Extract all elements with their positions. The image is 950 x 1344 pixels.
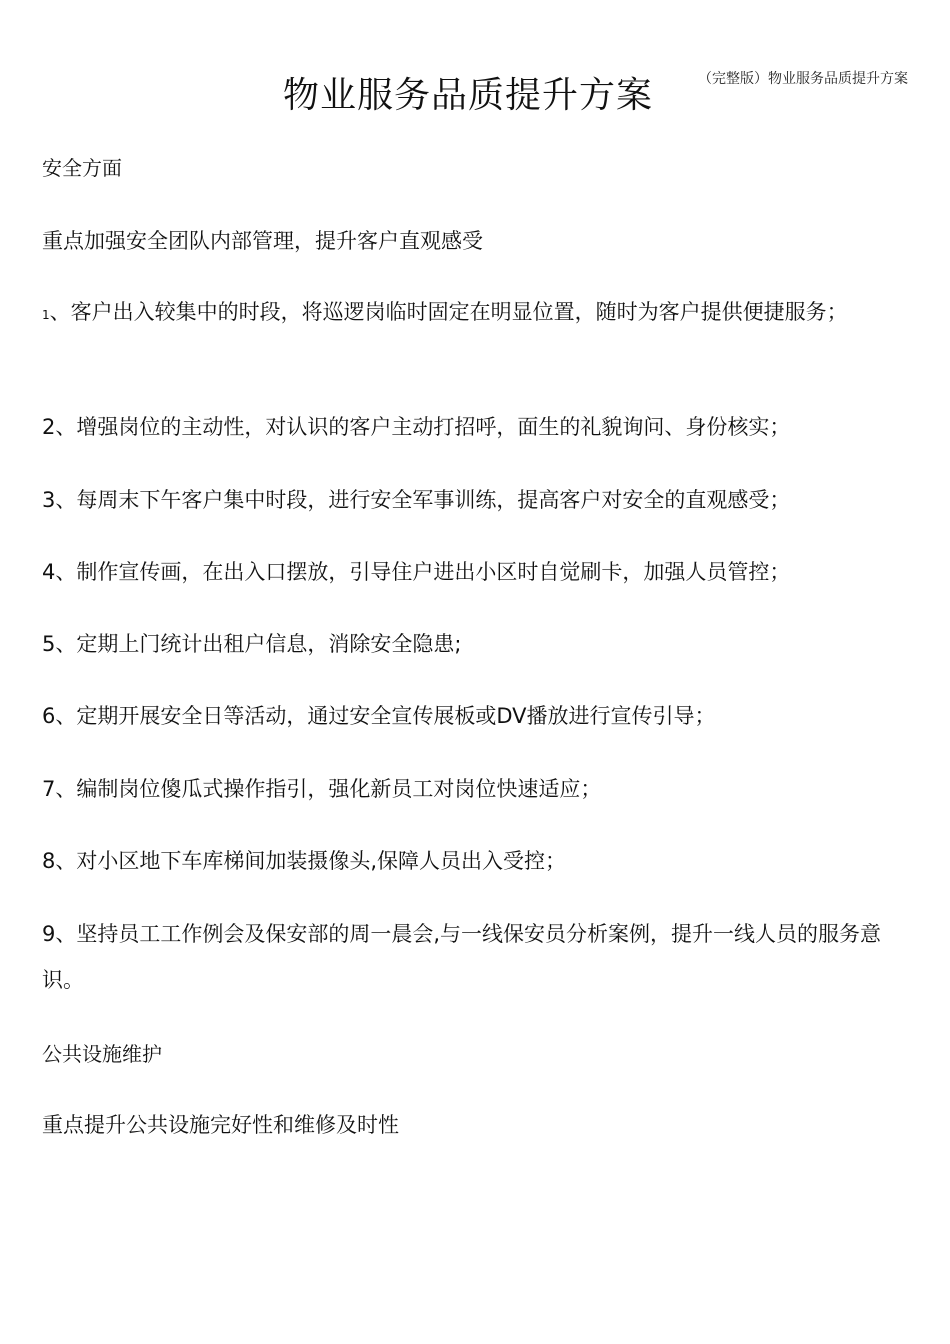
list-item [42,549,902,595]
list-item [42,404,902,450]
item-separator: 、 [55,632,77,656]
item-separator: 、 [55,415,77,439]
item-text: 定期开展安全日等活动，通过安全宣传展板或DV播放进行宣传引导； [76,704,716,728]
item-text: 定期上门统计出租户信息，消除安全隐患; [76,632,462,656]
item-separator: 、 [49,300,71,324]
item-number: 6 [42,704,56,728]
item-text: 客户出入较集中的时段，将巡逻岗临时固定在明显位置，随时为客户提供便捷服务； [70,300,848,324]
list-item [42,693,902,739]
header-note: （完整版）物业服务品质提升方案 [698,71,908,87]
list-item [42,289,902,338]
item-text: 对小区地下车库梯间加装摄像头,保障人员出入受控； [76,849,567,873]
item-text: 增强岗位的主动性，对认识的客户主动打招呼，面生的礼貌询问、身份核实； [76,415,791,439]
item-number: 2 [42,415,56,439]
list-item [42,621,902,667]
item-number: 8 [42,849,56,873]
list-item [42,477,902,523]
section-focus-facilities: 重点提升公共设施完好性和维修及时性 [42,1113,399,1137]
item-separator: 、 [55,560,77,584]
item-text: 制作宣传画，在出入口摆放，引导住户进出小区时自觉刷卡，加强人员管控； [76,560,791,584]
item-separator: 、 [55,488,77,512]
item-text: 编制岗位傻瓜式操作指引，强化新员工对岗位快速适应； [76,777,602,801]
section-heading-safety: 安全方面 [42,156,122,180]
item-separator: 、 [55,849,77,873]
document-title: 物业服务品质提升方案 [282,75,653,116]
item-number: 5 [42,632,56,656]
section-focus-safety: 重点加强安全团队内部管理，提升客户直观感受 [42,229,483,253]
item-number: 1 [42,308,50,322]
item-separator: 、 [55,922,77,946]
item-number: 7 [42,777,56,801]
item-text: 坚持员工工作例会及保安部的周一晨会,与一线保安员分析案例，提升一线人员的服务意识。 [42,922,882,992]
list-item [42,911,902,1003]
list-item [42,838,902,884]
section-heading-facilities: 公共设施维护 [42,1042,162,1066]
item-separator: 、 [55,704,77,728]
item-number: 9 [42,922,56,946]
item-text: 每周末下午客户集中时段，进行安全军事训练，提高客户对安全的直观感受； [76,488,791,512]
item-number: 3 [42,488,56,512]
list-item [42,766,902,812]
item-number: 4 [42,560,56,584]
item-separator: 、 [55,777,77,801]
